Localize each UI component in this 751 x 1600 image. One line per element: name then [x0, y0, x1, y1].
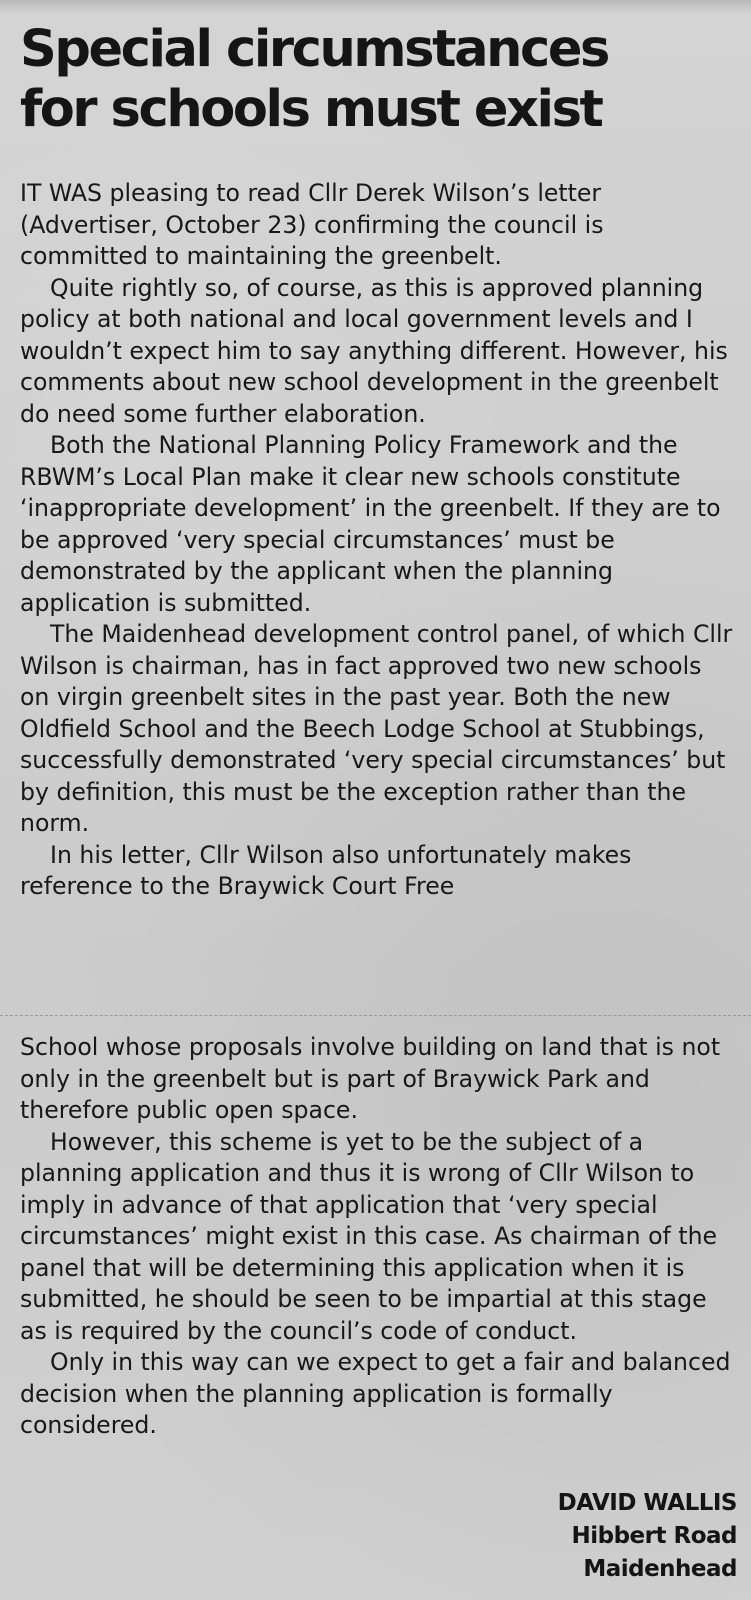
- paragraph-5-start: In his letter, Cllr Wilson also unfortunately makes reference to the Braywick Court Free: [20, 840, 632, 900]
- paragraph-1: IT WAS pleasing to read Cllr Derek Wilson’s letter (Advertiser, October 23) confirming the council is committed to maintaining the greenbelt.: [20, 179, 604, 270]
- signature-street: Hibbert Road: [571, 1523, 737, 1549]
- headline: [20, 20, 735, 140]
- headline-line-2: for schools must exist: [20, 80, 602, 139]
- paragraph-7: Only in this way can we expect to get a fair and balanced decision when the planning application is formally considered.: [20, 1348, 731, 1439]
- paragraph-3: Both the National Planning Policy Framework and the RBWM’s Local Plan make it clear new schools constitute ‘inappropriate development’ in the greenbelt. If they are to be approved ‘very special circumstances’ must be demonstrated by the applicant when the planning application is submitted.: [20, 431, 721, 617]
- paragraph-2: Quite rightly so, of course, as this is approved planning policy at both national and local government levels and I wouldn’t expect him to say anything different. However, his comments about new school development in the greenbelt do need some further elaboration.: [20, 273, 728, 428]
- clipping-top-edge: [0, 0, 751, 14]
- letter-body-lower: [20, 1032, 738, 1442]
- paragraph-6: However, this scheme is yet to be the subject of a planning application and thus it is wrong of Cllr Wilson to imply in advance of that application that ‘very special circumstances’ might exist in this case. As chairman of the panel that will be determining this application when it is submitted, he should be seen to be impartial at this stage as is required by the council’s code of conduct.: [20, 1127, 718, 1345]
- signature-name: DAVID WALLIS: [557, 1490, 737, 1516]
- letter-signature: [558, 1487, 737, 1586]
- signature-town: Maidenhead: [583, 1556, 737, 1582]
- letter-body-upper: [20, 178, 738, 903]
- column-break-divider: [0, 1015, 751, 1016]
- headline-line-1: Special circumstances: [20, 20, 608, 79]
- paragraph-5-continued: School whose proposals involve building on land that is not only in the greenbelt but is part of Braywick Park and therefore public open space.: [20, 1033, 721, 1124]
- paragraph-4: The Maidenhead development control panel, of which Cllr Wilson is chairman, has in fact approved two new schools on virgin greenbelt sites in the past year. Both the new Oldfield School and the Beech Lodge School at Stubbings, successfully demonstrated ‘very special circumstances’ but by definition, this must be the exception rather than the norm.: [20, 620, 733, 837]
